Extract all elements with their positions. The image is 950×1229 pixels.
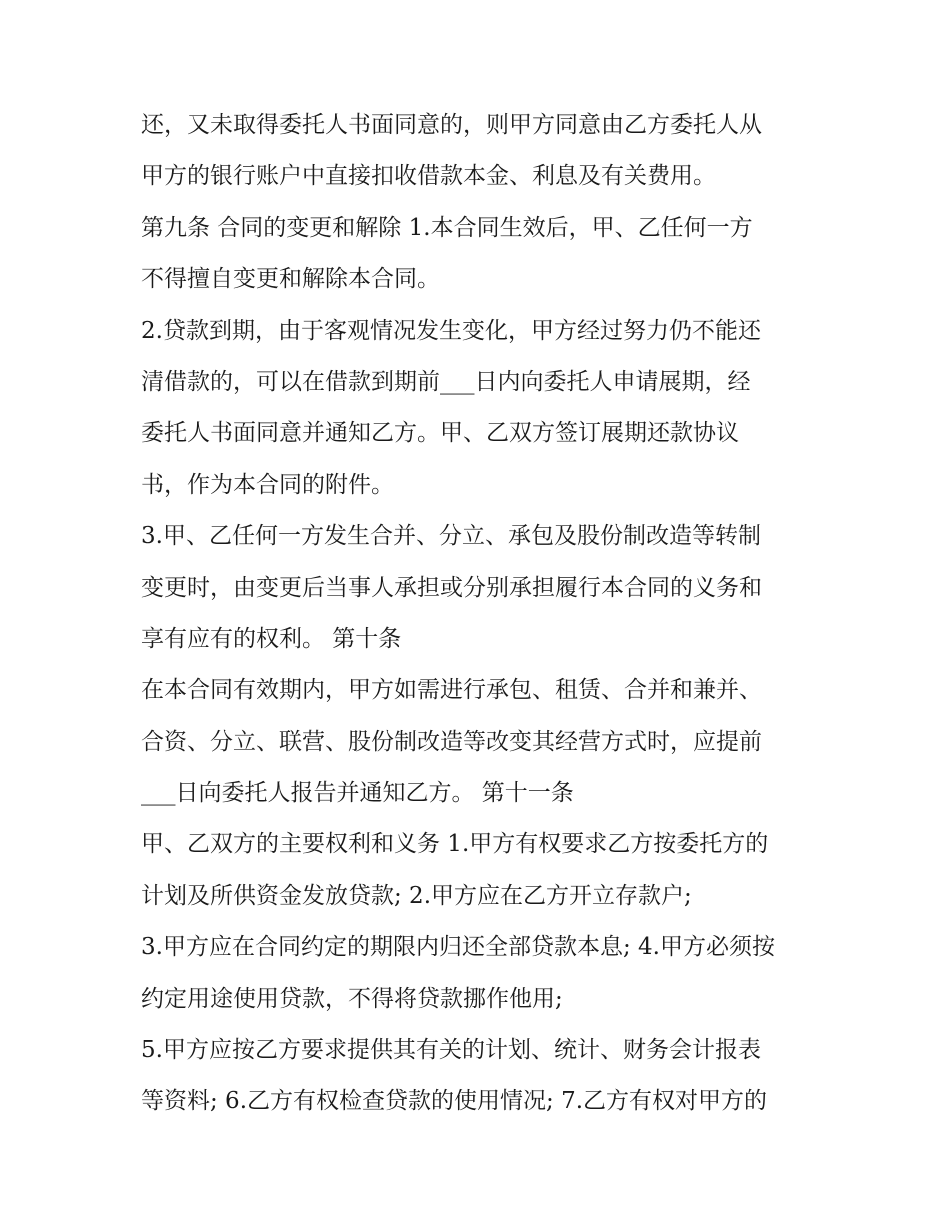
- text-line: 2.贷款到期，由于客观情况发生变化，甲方经过努力仍不能还: [141, 317, 761, 344]
- text-line: 在本合同有效期内，甲方如需进行承包、租赁、合并和兼并、: [141, 677, 762, 704]
- text-line: ___日向委托人报告并通知乙方。 第十一条: [141, 780, 574, 807]
- text-line: 5.甲方应按乙方要求提供其有关的计划、统计、财务会计报表: [141, 1037, 761, 1064]
- text-line: 不得擅自变更和解除本合同。: [141, 266, 440, 293]
- text-line: 清借款的，可以在借款到期前___日内向委托人申请展期，经: [141, 368, 751, 395]
- text-line: 3.甲、乙任何一方发生合并、分立、承包及股份制改造等转制: [141, 523, 761, 550]
- text-line: 书，作为本合同的附件。: [141, 471, 394, 498]
- text-line: 还，又未取得委托人书面同意的，则甲方同意由乙方委托人从: [141, 112, 762, 138]
- text-line: 甲方的银行账户中直接扣收借款本金、利息及有关费用。: [141, 163, 716, 190]
- text-line: 第九条 合同的变更和解除 1.本合同生效后，甲、乙任何一方: [141, 214, 753, 241]
- text-line: 甲、乙双方的主要权利和义务 1.甲方有权要求乙方按委托方的: [141, 831, 769, 858]
- text-line: 等资料; 6.乙方有权检查贷款的使用情况; 7.乙方有权对甲方的: [141, 1088, 768, 1115]
- text-line: 委托人书面同意并通知乙方。甲、乙双方签订展期还款协议: [141, 420, 739, 447]
- text-line: 享有应有的权利。 第十条: [141, 625, 402, 652]
- text-line: 计划及所供资金发放贷款; 2.甲方应在乙方开立存款户;: [141, 882, 692, 909]
- text-line: 3.甲方应在合同约定的期限内归还全部贷款本息; 4.甲方必须按: [141, 934, 775, 961]
- text-line: 变更时，由变更后当事人承担或分别承担履行本合同的义务和: [141, 574, 762, 601]
- text-line: 合资、分立、联营、股份制改造等改变其经营方式时，应提前: [141, 728, 762, 755]
- text-line: 约定用途使用贷款，不得将贷款挪作他用;: [141, 985, 563, 1012]
- contract-text-body: [141, 100, 831, 1128]
